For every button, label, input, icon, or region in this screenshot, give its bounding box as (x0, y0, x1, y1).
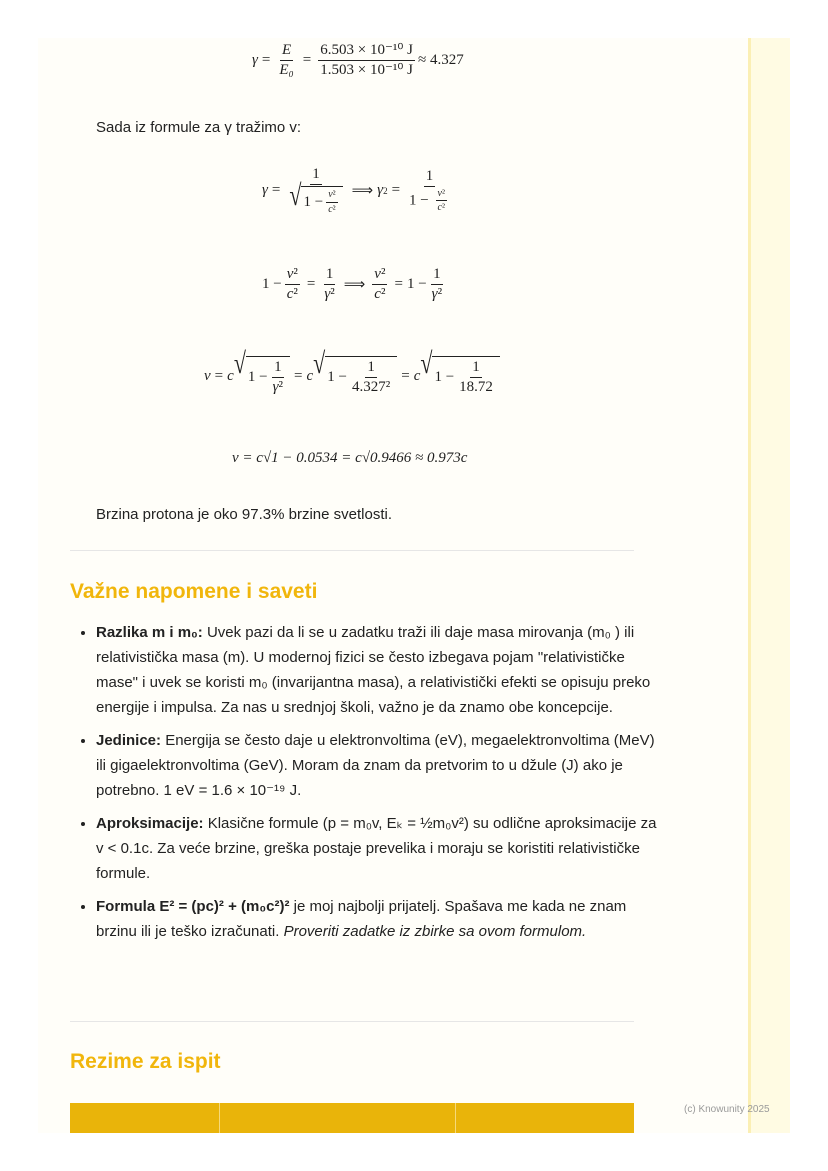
equation-rearranged: 1 − $\frac{\text{v²}}{\text{c²}}$ = $\frac{1}{\text{γ²}}$ ⟹ $\frac{\text{v²}}{\text{c²}}$ = 1 − $\frac{1}{\text{γ²}}$ (262, 266, 443, 303)
list-item: • Razlika m i m₀: Uvek pazi da li se u zadatku traži ili daje masa mirovanja (m₀ ) ili relativistička masa (m). U modernoj fizici se često izbegava pojam "relativističke mase" i uvek se koristi m₀ (invarijantna masa), a relativistički efekti se opisuju preko energije i impulsa. Za nas u srednjoj školi, važno je da znamo obe koncepcije. (96, 620, 664, 720)
divider (70, 1021, 634, 1022)
list-item: • Jedinice: Energija se često daje u elektronvoltima (eV), megaelektronvoltima (MeV) ili gigaelektronvoltima (GeV). Moram da znam da pretvorim to u džule (J) ako je potrebno. 1 eV = 1.6 × 10⁻¹⁹ J. (96, 728, 664, 803)
equation-gamma-value: γ = $\frac{E}{\text{E₀}}$ = $\frac{\text{6.503 × 10⁻¹⁰ J}}{\text{1.503 × 10⁻¹⁰ J}}$ ≈ 4.327 (252, 42, 464, 79)
result-paragraph: Brzina protona je oko 97.3% brzine svetlosti. (96, 506, 392, 523)
table-header-cell (70, 1103, 220, 1133)
list-item: • Aproksimacije: Klasične formule (p = m₀v, Eₖ = ½m₀v²) su odlične aproksimacije za v < 0.1c. Za veće brzine, greška postaje prevelika i moraju se koristiti relativističke formule. (96, 811, 664, 886)
divider (70, 550, 634, 551)
heading-notes: Važne napomene i saveti (70, 580, 318, 603)
equation-velocity-root: v = c √ 1 − $\frac{1}{\text{γ²}}$ = c √ 1 − $\frac{1}{\text{4.327²}}$ = c √ 1 − $\frac{1}{18.72}$ (204, 356, 500, 397)
heading-summary: Rezime za ispit (70, 1050, 221, 1073)
equation-velocity-result: v = c√1 − 0.0534 = c√0.9466 ≈ 0.973c (232, 450, 468, 466)
list-item: • Formula E² = (pc)² + (m₀c²)² je moj najbolji prijatelj. Spašava me kada ne znam brzinu ili je teško izračunati. Proveriti zadatke iz zbirke sa ovom formulom. (96, 894, 664, 944)
intro-paragraph: Sada iz formule za γ tražimo v: (96, 119, 302, 136)
table-header-cell (220, 1103, 456, 1133)
summary-table-header (70, 1103, 634, 1133)
notes-list (70, 620, 664, 952)
equation-gamma-definition: γ = 1 √ 1 − $\frac{\text{v²}}{\text{c²}}$ ⟹ γ 2 = 1 1 − $\frac{\text{v²}}{\text{c²}}$ (262, 166, 445, 215)
copyright-text: (c) Knowunity 2025 (684, 1104, 770, 1115)
table-header-cell (456, 1103, 634, 1133)
page-margin-strip (748, 38, 790, 1133)
